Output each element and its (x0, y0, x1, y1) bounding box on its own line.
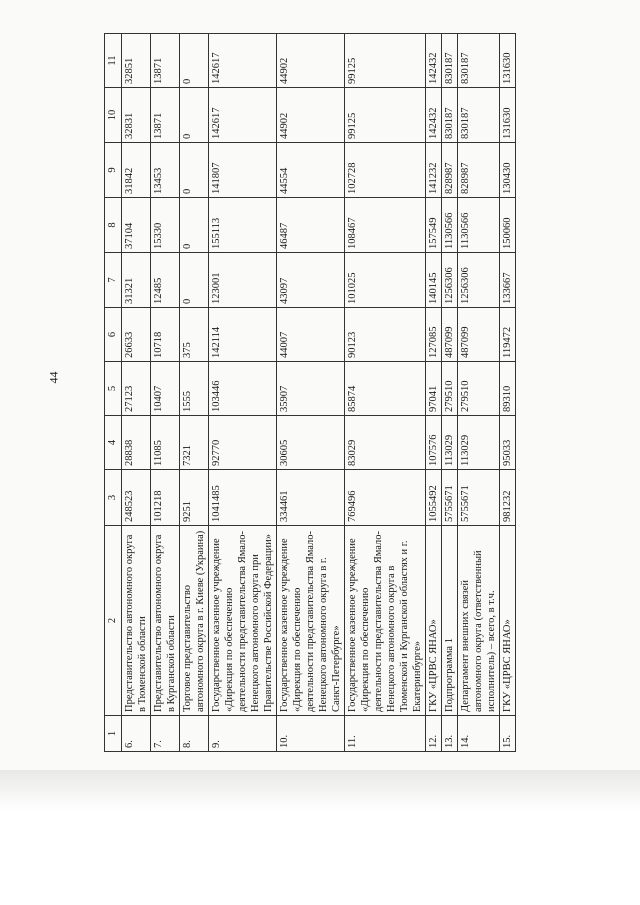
cell-value: 130430 (500, 143, 516, 198)
row-number: 8. (180, 716, 209, 752)
row-number: 13. (442, 716, 458, 752)
cell-value: 30605 (277, 416, 345, 470)
cell-value: 142617 (209, 88, 277, 143)
cell-value: 92770 (209, 416, 277, 470)
cell-value: 13871 (151, 88, 180, 143)
cell-value: 830187 (458, 34, 500, 88)
table-row (277, 34, 345, 752)
cell-value: 13871 (151, 34, 180, 88)
row-number: 9. (209, 716, 277, 752)
column-header: 8 (105, 198, 122, 253)
cell-value: 9251 (180, 470, 209, 526)
row-name: Торговое представительство автономного округа в г. Киеве (Украина) (180, 526, 209, 716)
column-header: 2 (105, 526, 122, 716)
cell-value: 35907 (277, 362, 345, 416)
cell-value: 95033 (500, 416, 516, 470)
table-row (458, 34, 500, 752)
cell-value: 131630 (500, 34, 516, 88)
cell-value: 375 (180, 308, 209, 362)
rotated-table-container (104, 34, 622, 752)
cell-value: 123001 (209, 253, 277, 308)
cell-value: 830187 (442, 88, 458, 143)
cell-value: 0 (180, 198, 209, 253)
cell-value: 44902 (277, 88, 345, 143)
cell-value: 334461 (277, 470, 345, 526)
cell-value: 89310 (500, 362, 516, 416)
cell-value: 97041 (426, 362, 442, 416)
cell-value: 44902 (277, 34, 345, 88)
cell-value: 127085 (426, 308, 442, 362)
cell-value: 0 (180, 34, 209, 88)
cell-value: 103446 (209, 362, 277, 416)
cell-value: 5755671 (442, 470, 458, 526)
cell-value: 142432 (426, 88, 442, 143)
cell-value: 102728 (345, 143, 426, 198)
cell-value: 28838 (122, 416, 151, 470)
row-name: ГКУ «ЦРВС ЯНАО» (500, 526, 516, 716)
cell-value: 1130566 (458, 198, 500, 253)
cell-value: 1130566 (442, 198, 458, 253)
budget-table (104, 33, 516, 752)
cell-value: 37104 (122, 198, 151, 253)
column-header: 7 (105, 253, 122, 308)
column-header: 3 (105, 470, 122, 526)
cell-value: 1055492 (426, 470, 442, 526)
cell-value: 32851 (122, 34, 151, 88)
cell-value: 830187 (458, 88, 500, 143)
table-row (209, 34, 277, 752)
cell-value: 108467 (345, 198, 426, 253)
cell-value: 248523 (122, 470, 151, 526)
row-number: 10. (277, 716, 345, 752)
cell-value: 830187 (442, 34, 458, 88)
cell-value: 85874 (345, 362, 426, 416)
cell-value: 31842 (122, 143, 151, 198)
cell-value: 1256306 (458, 253, 500, 308)
row-number: 14. (458, 716, 500, 752)
cell-value: 279510 (458, 362, 500, 416)
cell-value: 769496 (345, 470, 426, 526)
cell-value: 107576 (426, 416, 442, 470)
row-number: 11. (345, 716, 426, 752)
cell-value: 44007 (277, 308, 345, 362)
cell-value: 142617 (209, 34, 277, 88)
cell-value: 31321 (122, 253, 151, 308)
row-name: Подпрограмма 1 (442, 526, 458, 716)
scan-bottom-shade (0, 770, 640, 905)
row-name: Государственное казенное учреждение «Дирекция по обеспечению деятельности представительства Ямало-Ненецкого автономного округа в г. Санкт-Петербурге» (277, 526, 345, 716)
cell-value: 0 (180, 143, 209, 198)
row-name: Департамент внешних связей автономного округа (ответственный исполнитель) – всего, в т.ч. (458, 526, 500, 716)
cell-value: 44554 (277, 143, 345, 198)
cell-value: 828987 (458, 143, 500, 198)
cell-value: 83029 (345, 416, 426, 470)
cell-value: 140145 (426, 253, 442, 308)
cell-value: 32831 (122, 88, 151, 143)
table-row (500, 34, 516, 752)
cell-value: 101025 (345, 253, 426, 308)
cell-value: 27123 (122, 362, 151, 416)
cell-value: 113029 (458, 416, 500, 470)
cell-value: 157549 (426, 198, 442, 253)
cell-value: 0 (180, 253, 209, 308)
cell-value: 155113 (209, 198, 277, 253)
column-header: 5 (105, 362, 122, 416)
cell-value: 43097 (277, 253, 345, 308)
row-number: 15. (500, 716, 516, 752)
cell-value: 487099 (458, 308, 500, 362)
column-header: 1 (105, 716, 122, 752)
header-row (105, 34, 122, 752)
cell-value: 1041485 (209, 470, 277, 526)
row-name: Государственное казенное учреждение «Дирекция по обеспечению деятельности представительства Ямало-Ненецкого автономного округа в Тюменской и Курганской областях и г. Екатеринбурге» (345, 526, 426, 716)
cell-value: 1555 (180, 362, 209, 416)
table-row (426, 34, 442, 752)
column-header: 10 (105, 88, 122, 143)
cell-value: 141232 (426, 143, 442, 198)
cell-value: 13453 (151, 143, 180, 198)
cell-value: 5755671 (458, 470, 500, 526)
row-name: ГКУ «ЦРВС ЯНАО» (426, 526, 442, 716)
table-row (345, 34, 426, 752)
cell-value: 1256306 (442, 253, 458, 308)
table-row (180, 34, 209, 752)
table-row (151, 34, 180, 752)
cell-value: 141807 (209, 143, 277, 198)
cell-value: 119472 (500, 308, 516, 362)
page-number: 44 (46, 371, 61, 384)
cell-value: 487099 (442, 308, 458, 362)
cell-value: 142432 (426, 34, 442, 88)
cell-value: 981232 (500, 470, 516, 526)
row-name: Представительство автономного округа в Тюменской области (122, 526, 151, 716)
cell-value: 150060 (500, 198, 516, 253)
row-number: 12. (426, 716, 442, 752)
row-name: Представительство автономного округа в Курганской области (151, 526, 180, 716)
cell-value: 142114 (209, 308, 277, 362)
cell-value: 0 (180, 88, 209, 143)
cell-value: 90123 (345, 308, 426, 362)
cell-value: 10718 (151, 308, 180, 362)
cell-value: 99125 (345, 34, 426, 88)
cell-value: 101218 (151, 470, 180, 526)
row-name: Государственное казенное учреждение «Дирекция по обеспечению деятельности представительства Ямало-Ненецкого автономного округа при Правительстве Российской Федерации» (209, 526, 277, 716)
table-row (442, 34, 458, 752)
table-row (122, 34, 151, 752)
cell-value: 133667 (500, 253, 516, 308)
cell-value: 26633 (122, 308, 151, 362)
cell-value: 99125 (345, 88, 426, 143)
column-header: 4 (105, 416, 122, 470)
cell-value: 279510 (442, 362, 458, 416)
row-number: 6. (122, 716, 151, 752)
cell-value: 828987 (442, 143, 458, 198)
cell-value: 7321 (180, 416, 209, 470)
cell-value: 10407 (151, 362, 180, 416)
cell-value: 15330 (151, 198, 180, 253)
cell-value: 131630 (500, 88, 516, 143)
cell-value: 113029 (442, 416, 458, 470)
row-number: 7. (151, 716, 180, 752)
column-header: 11 (105, 34, 122, 88)
column-header: 9 (105, 143, 122, 198)
cell-value: 11085 (151, 416, 180, 470)
cell-value: 12485 (151, 253, 180, 308)
cell-value: 46487 (277, 198, 345, 253)
column-header: 6 (105, 308, 122, 362)
